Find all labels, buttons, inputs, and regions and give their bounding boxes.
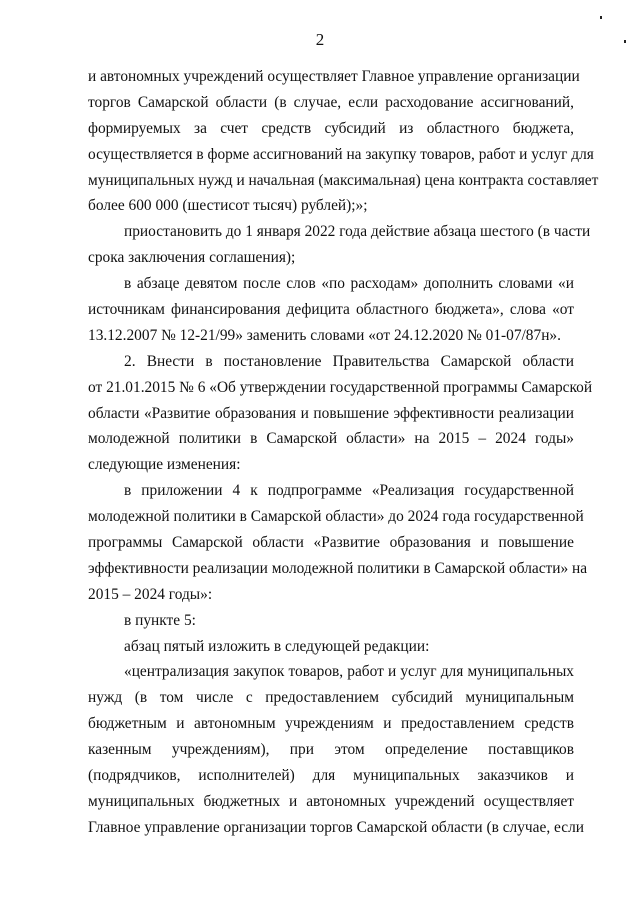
page-number: 2 xyxy=(315,30,325,49)
text-line: 13.12.2007 № 12-21/99» заменить словами «от 24.12.2020 № 01-07/87н». xyxy=(88,326,561,344)
text-line: в приложении 4 к подпрограмме «Реализация государственной xyxy=(124,482,574,500)
text-line: следующие изменения: xyxy=(88,456,241,474)
scan-speck xyxy=(600,16,602,19)
text-line: молодежной политики в Самарской области» до 2024 года государственной xyxy=(88,508,584,526)
text-line: 2015 – 2024 годы»: xyxy=(88,585,213,603)
text-line: источникам финансирования дефицита областного бюджета», слова «от xyxy=(88,301,574,319)
text-line: и автономных учреждений осуществляет Главное управление организации xyxy=(88,68,580,85)
text-line: муниципальных нужд и начальная (максимальная) цена контракта составляет xyxy=(88,171,599,189)
text-line: программы Самарской области «Развитие образования и повышение xyxy=(88,534,574,552)
text-line: (подрядчиков, исполнителей) для муниципальных заказчиков и xyxy=(88,767,574,785)
text-line: Главное управление организации торгов Самарской области (в случае, если xyxy=(88,818,584,836)
text-line: более 600 000 (шестисот тысяч) рублей);»; xyxy=(88,197,368,215)
text-line: нужд (в том числе с предоставлением субсидий муниципальным xyxy=(88,689,574,707)
text-line: молодежной политики в Самарской области» на 2015 – 2024 годы» xyxy=(88,430,574,448)
text-line: формируемых за счет средств субсидий из областного бюджета, xyxy=(88,119,574,137)
text-line: «централизация закупок товаров, работ и услуг для муниципальных xyxy=(124,663,574,681)
text-line: абзац пятый изложить в следующей редакции: xyxy=(124,637,430,655)
text-line: в абзаце девятом после слов «по расходам» дополнить словами «и xyxy=(124,275,574,293)
text-line: муниципальных бюджетных и автономных учреждений осуществляет xyxy=(88,792,574,810)
scan-speck xyxy=(624,40,626,43)
text-line: казенным учреждениям), при этом определение поставщиков xyxy=(88,741,574,759)
text-line: осуществляется в форме ассигнований на закупку товаров, работ и услуг для xyxy=(88,145,594,163)
document-body xyxy=(88,64,599,841)
text-line: эффективности реализации молодежной политики в Самарской области» на xyxy=(88,559,588,577)
text-line: области «Развитие образования и повышение эффективности реализации xyxy=(88,404,574,422)
text-line: от 21.01.2015 № 6 «Об утверждении государственной программы Самарской xyxy=(88,378,593,396)
text-line: приостановить до 1 января 2022 года действие абзаца шестого (в части xyxy=(124,223,591,241)
text-line: в пункте 5: xyxy=(124,611,196,629)
text-line: 2. Внести в постановление Правительства Самарской области xyxy=(124,352,574,370)
text-line: срока заключения соглашения); xyxy=(88,249,296,267)
text-line: торгов Самарской области (в случае, если расходование ассигнований, xyxy=(88,93,574,111)
text-line: бюджетным и автономным учреждениям и предоставлением средств xyxy=(88,715,574,733)
